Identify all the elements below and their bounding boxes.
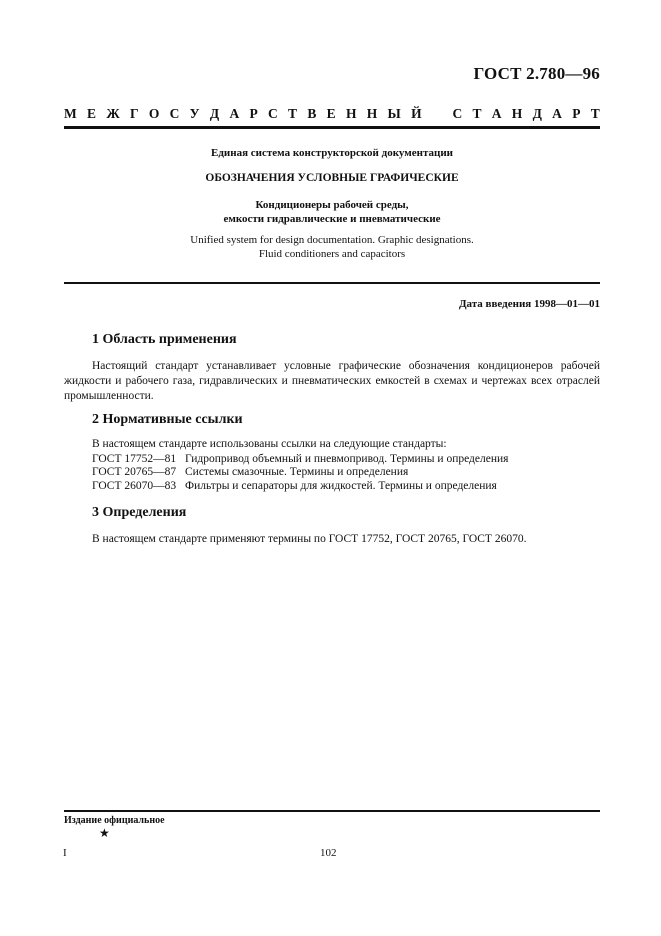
subtitle-line: емкости гидравлические и пневматические [223, 213, 441, 225]
section-heading-scope: 1 Область применения [92, 332, 237, 347]
subtitle-line: Кондиционеры рабочей среды, [255, 199, 409, 211]
banner-letter: Р [572, 106, 581, 121]
banner-letter: Т [288, 106, 298, 121]
banner-letter: Ж [106, 106, 120, 121]
document-title: ОБОЗНАЧЕНИЯ УСЛОВНЫЕ ГРАФИЧЕСКИЕ [205, 172, 459, 184]
header-rule [64, 126, 600, 129]
references-intro: В настоящем стандарте использованы ссылки на следующие стандарты: [92, 438, 447, 450]
banner-letter: Н [345, 106, 357, 121]
reference-item [92, 466, 408, 478]
reference-code: ГОСТ 26070—83 [92, 480, 177, 492]
reference-code: ГОСТ 20765—87 [92, 466, 177, 478]
section-scope-text: Настоящий стандарт устанавливает условные графические обозначения кондиционеров рабочей жидкости и рабочего газа, гидравлических и пневматических емкостей в схемах и чертежах всех отраслей промышленности. [64, 360, 600, 402]
banner-letter: А [229, 106, 240, 121]
banner-letter: Т [472, 106, 482, 121]
banner-letter: Р [249, 106, 258, 121]
section-definitions-text: В настоящем стандарте применяют термины по ГОСТ 17752, ГОСТ 20765, ГОСТ 26070. [92, 533, 527, 545]
english-title [64, 233, 600, 261]
reference-item [92, 480, 497, 492]
banner-letter: Т [590, 106, 600, 121]
english-title-line: Unified system for design documentation. Graphic designations. [190, 234, 474, 246]
banner-letter: А [552, 106, 562, 121]
banner-letter: В [307, 106, 317, 121]
gost-number: ГОСТ 2.780—96 [473, 64, 600, 83]
banner-letter: С [268, 106, 278, 121]
banner-letter: А [491, 106, 502, 121]
banner-letter: Д [209, 106, 220, 121]
reference-title: Фильтры и сепараторы для жидкостей. Термины и определения [185, 480, 497, 492]
reference-item [92, 453, 508, 465]
star-icon: ★ [99, 826, 110, 840]
interstate-standard-banner [64, 106, 600, 122]
banner-letter: Е [326, 106, 336, 121]
banner-letter: Е [87, 106, 97, 121]
banner-letter: Н [511, 106, 523, 121]
title-rule [64, 282, 600, 284]
official-edition-label: Издание официальное [64, 815, 165, 826]
page-roman-number: I [63, 847, 67, 859]
banner-letter: О [148, 106, 160, 121]
banner-letter: У [189, 106, 200, 121]
banner-letter: С [169, 106, 180, 121]
banner-letter: Н [366, 106, 378, 121]
effective-date: Дата введения 1998—01—01 [458, 298, 600, 310]
banner-letter: Ы [387, 106, 401, 121]
banner-letter: Д [532, 106, 542, 121]
banner-letter: Й [411, 106, 422, 121]
system-name: Единая система конструкторской документации [211, 147, 453, 159]
footer-rule [64, 810, 600, 812]
reference-title: Системы смазочные. Термины и определения [185, 466, 409, 478]
page-number: 102 [320, 847, 337, 859]
english-title-line: Fluid conditioners and capacitors [258, 248, 406, 260]
banner-letter: С [452, 106, 463, 121]
section-heading-definitions: 3 Определения [92, 505, 187, 520]
document-subtitle [64, 198, 600, 226]
banner-letter: Г [129, 106, 139, 121]
banner-letter: М [64, 106, 77, 121]
reference-code: ГОСТ 17752—81 [92, 453, 177, 465]
reference-title: Гидропривод объемный и пневмопривод. Термины и определения [185, 453, 509, 465]
section-heading-references: 2 Нормативные ссылки [92, 412, 243, 427]
